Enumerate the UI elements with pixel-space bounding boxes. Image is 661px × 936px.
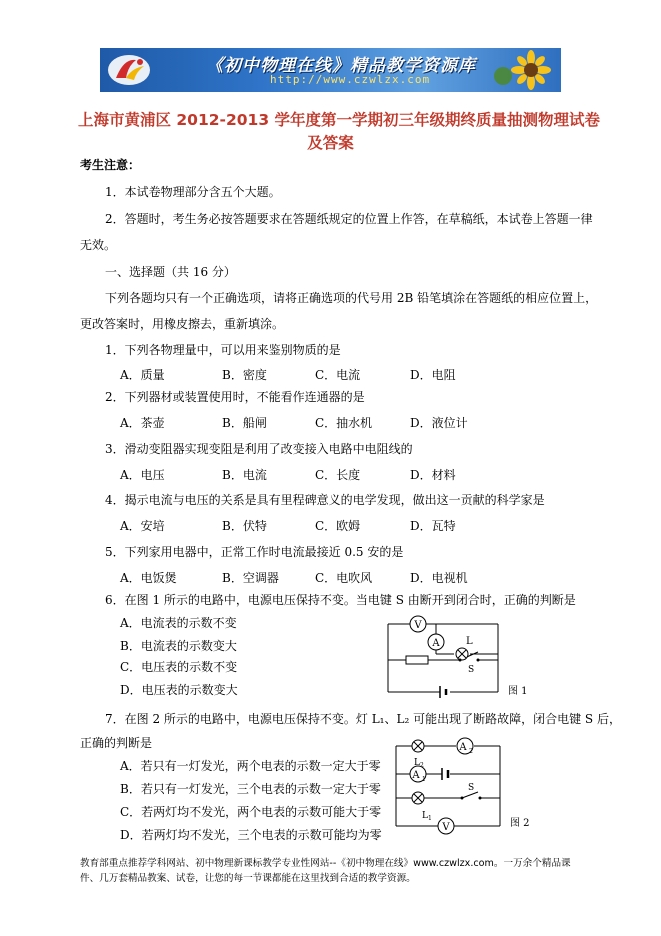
document-title-line2: 及答案	[307, 134, 354, 152]
fig2-lamp1-subscript: 1	[428, 815, 432, 822]
fig2-ammeter1-subscript: 1	[422, 776, 426, 783]
question-2-option-b: B．船闸	[222, 416, 267, 430]
page-footer: 教育部重点推荐学科网站、初中物理新课标教学专业性网站--《初中物理在线》www.czwlzx.com。一万余个精品课件、几万套精品教案、试卷，让您的每一节课都能在这里找到合适的教学资源。	[80, 858, 571, 884]
question-5-option-c: C．电吹风	[315, 571, 373, 585]
fig1-voltmeter-label: V	[414, 620, 422, 631]
question-5-option-a: A．电饭煲	[120, 571, 177, 585]
question-7-stem-line2: 正确的判断是	[80, 736, 153, 750]
notice-heading: 考生注意：	[80, 158, 141, 172]
section-instructions-line2: 更改答案时，用橡皮擦去，重新填涂。	[80, 317, 285, 331]
banner-url[interactable]: http://www.czwlzx.com	[270, 73, 431, 86]
question-1-option-c: C．电流	[315, 368, 361, 382]
question-7-stem-line1: 7．在图 2 所示的电路中，电源电压保持不变。灯 L₁、L₂ 可能出现了断路故障，闭合电键 S 后，	[105, 712, 621, 726]
fig1-caption: 图 1	[508, 686, 528, 697]
question-7-option-d: D．若两灯均不发光，三个电表的示数可能均为零	[120, 828, 382, 842]
site-logo-icon	[106, 52, 152, 88]
question-2-option-d: D．液位计	[410, 416, 468, 430]
question-4-option-a: A．安培	[120, 519, 165, 533]
question-2-stem: 2．下列器材或装置使用时，不能看作连通器的是	[105, 390, 365, 404]
fig1-ammeter-label: A	[432, 638, 440, 649]
sunflower-icon	[491, 50, 553, 90]
figure-2-circuit	[392, 736, 542, 840]
fig2-ammeter1-label: A	[412, 770, 420, 781]
question-3-option-c: C．长度	[315, 468, 361, 482]
question-4-option-b: B．伏特	[222, 519, 267, 533]
question-2-option-a: A．茶壶	[120, 416, 165, 430]
question-4-stem: 4．揭示电流与电压的关系是具有里程碑意义的电学发现，做出这一贡献的科学家是	[105, 493, 545, 507]
question-7-option-c: C．若两灯均不发光，两个电表的示数可能大于零	[120, 805, 382, 819]
question-6-stem: 6．在图 1 所示的电路中，电源电压保持不变。当电键 S 由断开到闭合时，正确的判断是	[105, 593, 576, 607]
question-5-option-b: B．空调器	[222, 571, 279, 585]
document-title-line1: 上海市黄浦区 2012-2013 学年度第一学期初三年级期终质量抽测物理试卷	[78, 111, 601, 129]
fig2-lamp1-label: L	[422, 811, 428, 821]
figure-1-circuit	[380, 610, 540, 702]
question-5-option-d: D．电视机	[410, 571, 468, 585]
question-3-option-a: A．电压	[120, 468, 165, 482]
section-heading: 一、选择题（共 16 分）	[105, 265, 236, 279]
header-banner	[100, 48, 561, 92]
question-6-option-b: B．电流表的示数变大	[120, 639, 237, 653]
question-2-option-c: C．抽水机	[315, 416, 373, 430]
question-3-stem: 3．滑动变阻器实现变阻是利用了改变接入电路中电阻线的	[105, 442, 413, 456]
fig2-ammeter2-subscript: 2	[469, 748, 473, 755]
fig1-lamp-label: L	[466, 636, 473, 647]
question-1-option-d: D．电阻	[410, 368, 456, 382]
question-1-option-a: A．质量	[120, 368, 165, 382]
fig2-lamp2-subscript: 2	[420, 762, 424, 769]
question-6-option-d: D．电压表的示数变大	[120, 683, 238, 697]
question-3-option-d: D．材料	[410, 468, 456, 482]
question-5-stem: 5．下列家用电器中，正常工作时电流最接近 0.5 安的是	[105, 545, 404, 559]
question-6-option-c: C．电压表的示数不变	[120, 660, 238, 674]
fig2-ammeter2-label: A	[459, 742, 467, 753]
notice-item-1: 1．本试卷物理部分含五个大题。	[105, 185, 281, 199]
question-3-option-b: B．电流	[222, 468, 267, 482]
question-4-option-c: C．欧姆	[315, 519, 361, 533]
question-7-option-a: A．若只有一灯发光，两个电表的示数一定大于零	[120, 759, 381, 773]
question-1-option-b: B．密度	[222, 368, 267, 382]
fig2-voltmeter-label: V	[442, 822, 450, 833]
notice-item-2-line2: 无效。	[80, 238, 117, 252]
question-6-option-a: A．电流表的示数不变	[120, 616, 237, 630]
fig2-lamp2-label: L	[414, 758, 420, 768]
question-7-option-b: B．若只有一灯发光，三个电表的示数一定大于零	[120, 782, 381, 796]
section-instructions-line1: 下列各题均只有一个正确选项，请将正确选项的代号用 2B 铅笔填涂在答题纸的相应位置上，	[105, 291, 598, 305]
question-4-option-d: D．瓦特	[410, 519, 456, 533]
question-1-stem: 1．下列各物理量中，可以用来鉴别物质的是	[105, 343, 341, 357]
fig2-switch-label: S	[468, 783, 475, 793]
banner-title: 《初中物理在线》精品教学资源库	[206, 56, 476, 76]
fig1-switch-label: S	[468, 665, 475, 675]
fig2-caption: 图 2	[510, 818, 530, 829]
notice-item-2-line1: 2．答题时，考生务必按答题要求在答题纸规定的位置上作答，在草稿纸，本试卷上答题一律	[105, 212, 593, 226]
